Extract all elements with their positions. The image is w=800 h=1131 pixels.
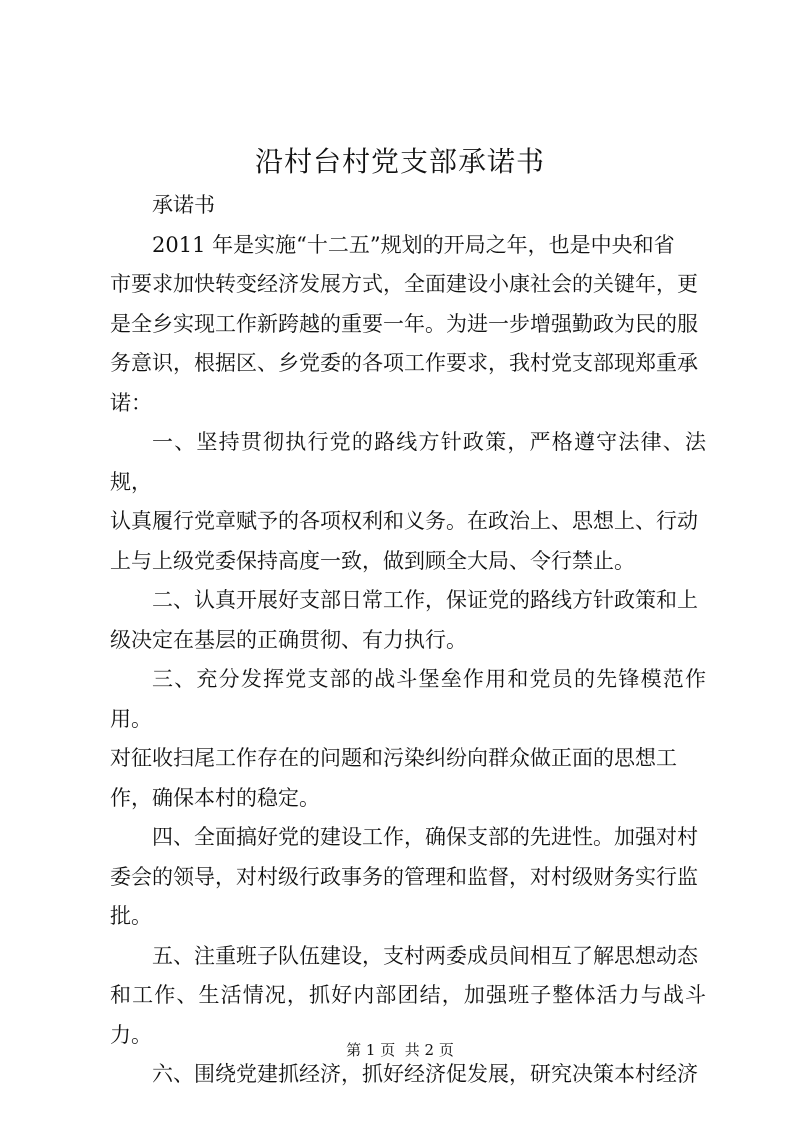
document-body [110,186,706,1095]
paragraph-intro: 2011 年是实施“十二五”规划的开局之年，也是中央和省 市要求加快转变经济发展方式，全面建设小康社会的关键年，更 是全乡实现工作新跨越的重要一年。为进一步增强勤政为民的服 务意识，根据区、乡党委的各项工作要求，我村党支部现郑重承 诺： [110,232,698,415]
paragraph-item-2: 二、认真开展好支部日常工作，保证党的路线方针政策和上 级决定在基层的正确贯彻、有力执行。 [110,588,698,652]
paragraph-item-1: 一、坚持贯彻执行党的路线方针政策，严格遵守法律、法规， 认真履行党章赋予的各项权利和义务。在政治上、思想上、行动 上与上级党委保持高度一致，做到顾全大局、令行禁止。 [110,430,706,573]
paragraph-heading: 承诺书 [152,193,215,217]
paragraph-item-4: 四、全面搞好党的建设工作，确保支部的先进性。加强对村 委会的领导，对村级行政事务的管理和监督，对村级财务实行监 批。 [110,825,698,928]
paragraph-item-5: 五、注重班子队伍建设，支村两委成员间相互了解思想动态 和工作、生活情况，抓好内部团结，加强班子整体活力与战斗力。 [110,943,706,1047]
paragraph-item-6: 六、围绕党建抓经济，抓好经济促发展，研究决策本村经济 [152,1062,698,1086]
page-footer: 第 1 页 共 2 页 [346,1041,454,1059]
document-title: 沿村台村党支部承诺书 [254,145,545,178]
paragraph-item-3: 三、充分发挥党支部的战斗堡垒作用和党员的先锋模范作用。 对征收扫尾工作存在的问题和污染纠纷向群众做正面的思想工 作，确保本村的稳定。 [110,667,706,810]
